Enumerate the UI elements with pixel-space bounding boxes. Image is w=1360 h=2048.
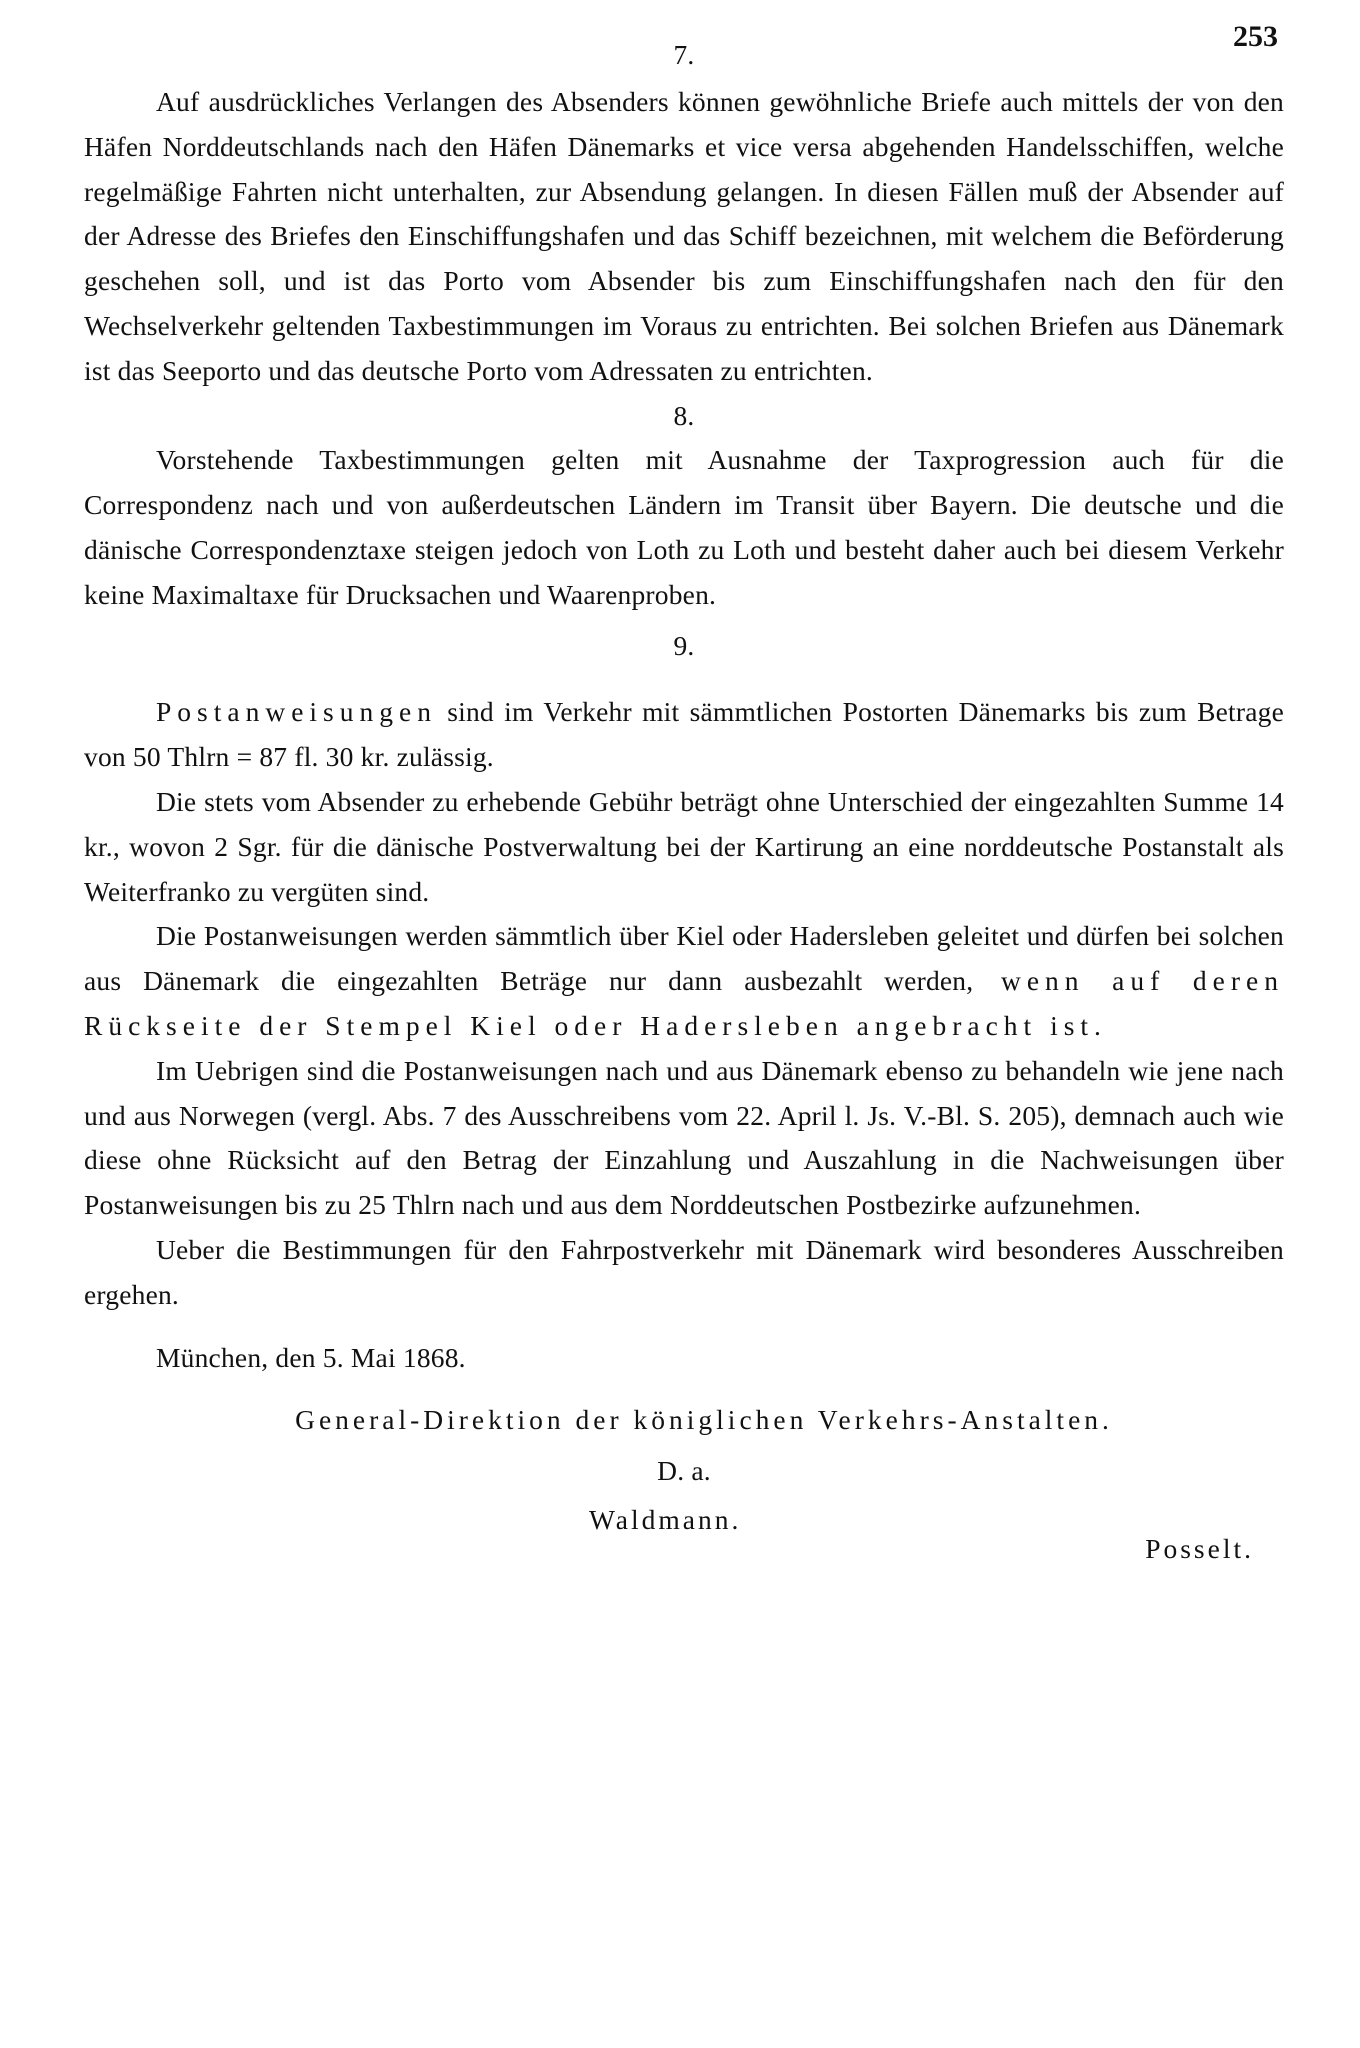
section-number-7: 7. [673,39,695,70]
signature-da: D. a. [657,1455,711,1487]
section-9-paragraph-2: Die stets vom Absender zu erhebende Gebühr beträgt ohne Unterschied der eingezahlten Summe 14 kr., wovon 2 Sgr. für die dänische Postverwaltung bei der Kartirung an eine norddeutsche Postanstalt als Weiterfranko zu vergüten sind. [84,785,1284,907]
section-8-paragraph: Vorstehende Taxbestimmungen gelten mit Ausnahme der Taxprogression auch für die Correspondenz nach und von außerdeutschen Ländern im Transit über Bayern. Die deutsche und die dänische Correspondenztaxe steigen jedoch von Loth zu Loth und besteht daher auch bei diesem Verkehr keine Maximaltaxe für Drucksachen und Waarenproben. [84,444,1284,610]
section-9-paragraph-1-rest: sind im Verkehr mit sämmtlichen Postorten Dänemarks bis zum Betrage von 50 Thlrn = 87 fl. 30 kr. zulässig. [84,696,1284,773]
section-9-paragraph-3-emphasis: wenn auf deren Rückseite der Stempel Kiel oder Hadersleben angebracht ist. [84,965,1284,1041]
postanweisungen-emphasis: Postanweisungen [156,696,437,728]
issuing-authority: General-Direktion der königlichen Verkehrs-Anstalten. [295,1404,1113,1436]
section-7-paragraph: Auf ausdrückliches Verlangen des Absenders können gewöhnliche Briefe auch mittels der von den Häfen Norddeutschlands nach den Häfen Dänemarks et vice versa abgehenden Handelsschiffen, welche regelmäßige Fahrten nicht unterhalten, zur Absendung gelangen. In diesen Fällen muß der Absender auf der Adresse des Briefes den Einschiffungshafen und das Schiff bezeichnen, mit welchem die Beförderung geschehen soll, und ist das Porto vom Absender bis zum Einschiffungshafen nach den für den Wechselverkehr geltenden Taxbestimmungen im Voraus zu entrichten. Bei solchen Briefen aus Dänemark ist das Seeporto und das deutsche Porto vom Adressaten zu entrichten. [84,86,1284,386]
section-9-paragraph-5: Ueber die Bestimmungen für den Fahrpostverkehr mit Dänemark wird besonderes Ausschreiben ergehen. [84,1233,1284,1310]
section-9-paragraph-1 [84,690,1284,780]
date-line: München, den 5. Mai 1868. [156,1341,466,1373]
signature-posselt: Posselt. [1145,1532,1254,1564]
section-9-paragraph-4: Im Uebrigen sind die Postanweisungen nach und aus Dänemark ebenso zu behandeln wie jene nach und aus Norwegen (vergl. Abs. 7 des Ausschreibens vom 22. April l. Js. V.-Bl. S. 205), demnach auch wie diese ohne Rücksicht auf den Betrag der Einzahlung und Auszahlung in die Nachweisungen über Postanweisungen bis zu 25 Thlrn nach und aus dem Norddeutschen Postbezirke aufzunehmen. [84,1054,1284,1221]
section-9-paragraph-3-normal: Die Postanweisungen werden sämmtlich über Kiel oder Hadersleben geleitet und dürfen bei solchen aus Dänemark die eingezahlten Beträge nur dann ausbezahlt werden, [84,920,1284,997]
document-body [84,30,1284,1564]
signature-waldmann: Waldmann. [589,1503,742,1535]
page-number: 253 [1233,20,1278,53]
section-9-paragraph-3 [84,914,1284,1048]
section-number-9: 9. [673,629,695,661]
section-number-8: 8. [673,399,695,431]
